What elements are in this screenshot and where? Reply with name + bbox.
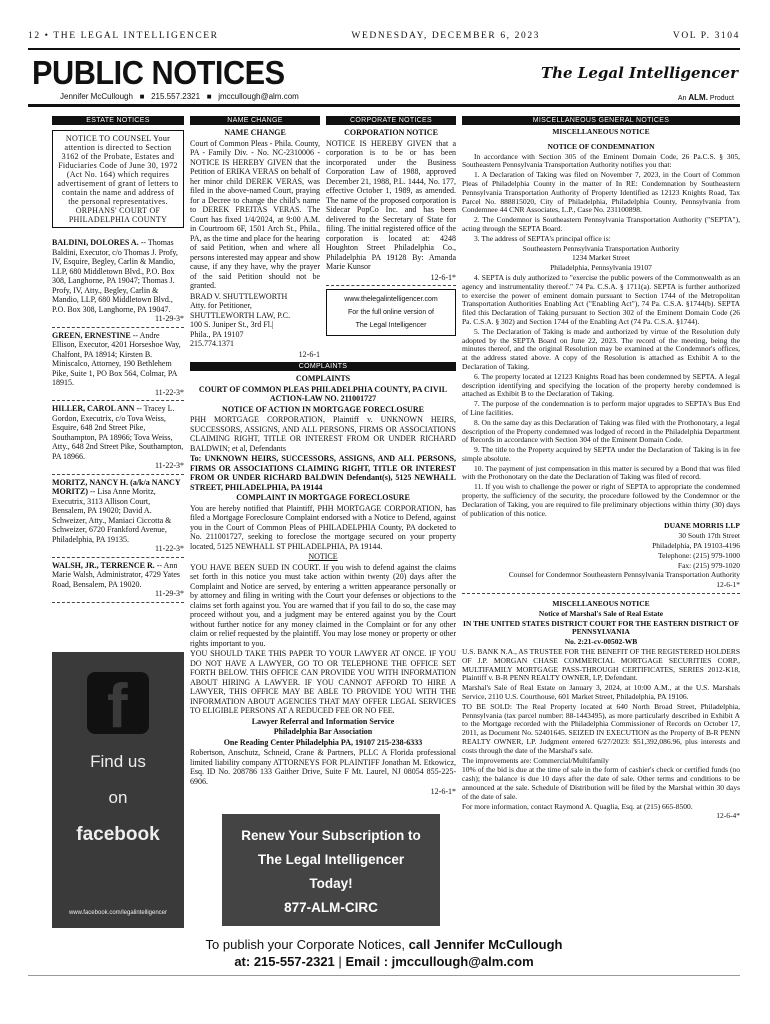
- name-change-attorney: BRAD V. SHUTTLEWORTH Atty. for Petitioner, SHUTTLEWORTH LAW, P.C. 100 S. Juniper St., 3rd Fl.| Phila., PA 19107 215.774.1371: [190, 291, 291, 348]
- bottom-rule: [28, 975, 740, 976]
- section-header-misc: MISCELLANEOUS GENERAL NOTICES: [462, 116, 740, 125]
- estate-entry: GREEN, ERNESTINE -- Andre Ellison, Executor, 4201 Horseshoe Way, Chalfont, PA 18914; Kirsten B. Miniscalco, Attorney, 190 Bethlehem Pike, Suite 1, PO Box 564, Colmar, PA 18915. 11-22-3*: [52, 330, 184, 397]
- misc-title-2: MISCELLANEOUS NOTICE: [552, 599, 650, 609]
- brand-logo: The Legal Intelligencer: [540, 64, 738, 82]
- section-header-complaints: COMPLAINTS: [190, 362, 456, 371]
- section-header-corporate: CORPORATE NOTICES: [326, 116, 456, 125]
- section-header-name-change: NAME CHANGE: [190, 116, 320, 125]
- estate-entry: BALDINI, DOLORES A. -- Thomas Baldini, Executor, c/o Thomas J. Profy, IV, Esquire, Begley, Carlin & Mandio, LLP, 680 Middletown Blvd., P.O. Box 308, Langhorne, PA 19047; Thomas J. Profy, IV, Atty., Begley, Carlin & Mandio, LLP, 680 Middletown Blvd., P.O. Box 308, Langhorne, PA 19047. 11-29-3*: [52, 238, 184, 323]
- alm-logo: ALM.: [688, 93, 708, 102]
- facebook-icon: f: [87, 672, 149, 734]
- issue-date: WEDNESDAY, DECEMBER 6, 2023: [351, 31, 541, 41]
- contact-email[interactable]: jmccullough@alm.com: [218, 92, 299, 101]
- volume: VOL P. 3104: [672, 31, 740, 41]
- web-promo-box[interactable]: www.thelegalintelligencer.com For the full online version of The Legal Intelligencer: [326, 289, 456, 336]
- divider: [462, 593, 740, 594]
- facebook-wordmark: facebook: [76, 824, 160, 845]
- corporation-title: CORPORATION NOTICE: [344, 128, 438, 137]
- corporate-column: CORPORATION NOTICE NOTICE IS HEREBY GIVEN that a corporation is to be or has been incorporated under the Business Corporation Law of 1988, approved December 21, 1988, P.L. 1444, No. 177, effective October 1, 1989, as amended. The name of the proposed corporation is Sidecar PopCo Inc. and has been delivered to the Secretary of State for filing. The initial registered office of the corporation is located at: 4248 Houghton Street Philadelphia Co., Philadelphia PA 19128 By: Amanda Marie Kunsor 12-6-1* www.thelegalintelligencer.com For the full online version of The Legal Intelligencer: [326, 128, 456, 360]
- publish-footer: To publish your Corporate Notices, call Jennifer McCullough at: 215-557-2321 | Email : jmccullough@alm.com: [205, 937, 563, 969]
- footer-email[interactable]: Email : jmccullough@alm.com: [345, 954, 534, 969]
- folio-line: [28, 31, 740, 41]
- name-change-body: Court of Common Pleas - Phila. County, PA - Family Div. - No. NC-2310006 - NOTICE IS HEREBY GIVEN that the Petition of ERIKA VERAS on behalf of her minor child DEREK VERAS, was filed in the above-named Court, praying for a Decree to change the child's name to DEREK FREITAS VERAS. The Court has fixed 1/4/2024, at 9:00 A.M. in Courtroom 6F, 1501 Arch St., Phila., PA, as the time and place for the hearing of said Petition, when and where all persons interested may appear and show cause, if any they have, why the prayer of the said Petition should not be granted.: [190, 138, 320, 290]
- estate-entry: HILLER, CAROL ANN -- Tracey L. Gordon, Executrix, c/o Tova Weiss, Esquire, 648 2nd Street Pike, Southampton, PA 18966; Tova Weiss, Atty., 648 2nd Street Pike, Southampton, PA 18966. 11-22-3*: [52, 404, 184, 470]
- subscription-ad[interactable]: Renew Your Subscription to The Legal Intelligencer Today! 877-ALM-CIRC: [222, 814, 440, 926]
- name-change-column: NAME CHANGE Court of Common Pleas - Phila. County, PA - Family Div. - No. NC-2310006 - NOTICE IS HEREBY GIVEN that the Petition of ERIKA VERAS on behalf of her minor child DEREK VERAS, was filed in the above-named Court, praying for a Decree to change the child's name to DEREK FREITAS VERAS. The Court has fixed 1/4/2024, at 9:00 A.M. in Courtroom 6F, 1501 Arch St., Phila., PA, as the time and place for the hearing of said Petition, when and where all persons interested may appear and show cause, if any they have, why the prayer of the said Petition should not be granted. BRAD V. SHUTTLEWORTH Atty. for Petitioner, SHUTTLEWORTH LAW, P.C. 100 S. Juniper St., 3rd Fl.| Phila., PA 19107 215.774.1371 12-6-1: [190, 128, 320, 359]
- divider: [52, 602, 184, 603]
- divider: [52, 400, 184, 401]
- divider: [52, 557, 184, 558]
- masthead: [28, 48, 740, 94]
- masthead-rule: [28, 104, 740, 107]
- page-title: PUBLIC NOTICES: [32, 54, 285, 91]
- subscription-phone[interactable]: 877-ALM-CIRC: [284, 900, 378, 915]
- estate-column: [52, 130, 184, 640]
- contact-line: Jennifer McCullough ■ 215.557.2321 ■ jmccullough@alm.com: [60, 92, 299, 101]
- facebook-ad[interactable]: f Find us on facebook www.facebook.com/legalintelligencer: [52, 652, 184, 928]
- complaints-heading: COMPLAINTS: [295, 374, 351, 383]
- estate-entry: MORITZ, NANCY H. (a/k/a NANCY MORITZ) -- Lisa Anne Moritz, Executrix, 3113 Allison Court, Bensalem, PA 19020; David A. Schweizer, Atty., Maniaci Ciccotta & Schweizer, 6720 Frankford Avenue, Philadelphia, PA 19135. 11-22-3*: [52, 477, 184, 553]
- section-header-estate: ESTATE NOTICES: [52, 116, 184, 125]
- misc-column: MISCELLANEOUS NOTICE NOTICE OF CONDEMNATION In accordance with Section 305 of the Eminent Domain Code, 26 Pa.C.S. § 305, Southeastern Pennsylvania Transportation Authority notifies you that: 1. A Declaration of Taking was filed on November 7, 2023, in the Court of Common Pleas of Philadelphia County in the matter of In RE: Condemnation by Southeastern Pennsylvania Transportation Authority of Property Identified as 12123 Knights Road, Tax Parcel No. 888815020, City of Philadelphia, Philadelphia County, Pennsylvania from Condemnee 44 CNR Associates, L.P., Case No. 231100898. 2. The Condemnor is Southeastern Pennsylvania Transportation Authority ("SEPTA"), acting through the SEPTA Board. 3. The address of SEPTA's principal office is: Southeastern Pennsylvania Transportation Authority 1234 Market Street Philadelphia, Pennsylvania 19107 4. SEPTA is duly authorized to "exercise the public powers of the Commonwealth as an agency and instrumentality thereof." 74 Pa. C.S.A. § 1711(a). SEPTA is further authorized to exercise the power of eminent domain pursuant to Section 1744 of the Metropolitan Transportation Authorities Enabling Act ("Enabling Act"), 74 Pa. C.S.A. §1744(b). SEPTA filed this Declaration of Taking pursuant to Section 302 of the Eminent Domain Code (26 Pa. C.S.A. § 302) and Section 1744 of the Enabling Act (74 Pa. C.S.A. §1744). 5. The Declaration of Taking is made and authorized by virtue of the Resolution duly adopted by the SEPTA Board on June 22, 2023. The record of the meeting, being the minutes thereof, and the original Resolution may be examined at the Condemnor's offices, at the address stated above. A copy of the Resolution is attached as Exhibit A to the Declaration of Taking. 6. The property located at 12123 Knights Road has been condemned by SEPTA. A legal description identifying and specifying the location of the property hereby condemned is attached as Exhibit B to the Declaration of Taking. 7. The purpose of the condemnation is to perform major upgrades to SEPTA's Bus End of Line facilities. 8. On the same day as this Declaration of Taking was filed with the Prothonotary, a legal description of the Property condemned was lodged of record in the Philadelphia Department of Records in accordance with Section 304 of the Eminent Domain Code. 9. The title to the Property acquired by SEPTA under the Declaration of Taking is in fee simple absolute. 10. The payment of just compensation in this matter is secured by a Bond that was filed with the Prothonotary on the date the Declaration of Taking was filed of record. 11. If you wish to challenge the power or right of SEPTA to appropriate the condemned property, the sufficiency of the security, the procedure followed by the Condemnor or the Declaration of Taking, you are required to file preliminary objections within thirty (30) days of publication of this notice. DUANE MORRIS LLP 30 South 17th Street Philadelphia, PA 19103-4196 Telephone: (215) 979-1000 Fax: (215) 979-1020 Counsel for Condemnor Southeastern Pennsylvania Transportation Authority 12-6-1* MISCELLANEOUS NOTICE Notice of Marshal's Sale of Real Estate IN THE UNITED STATES DISTRICT COURT FOR THE EASTERN DISTRICT OF PENNSYLVANIA No. 2:21-cv-00502-WB U.S. BANK N.A., AS TRUSTEE FOR THE BENEFIT OF THE REGISTERED HOLDERS OF J.P. MORGAN CHASE COMMERCIAL MORTGAGE SECURITIES CORP., MULTIFAMILY MORTGAGE PASS-THROUGH CERTIFICATES, SERIES 2012-K18, Plaintiff v. B-R PENN REALTY OWNER, LP, Defendant. Marshal's Sale of Real Estate on January 3, 2024, at 10:00 A.M., at the U.S. Marshals Service, 2110 U.S. Courthouse, 601 Market Street, Philadelphia, PA 19106. TO BE SOLD: The Real Property located at 640 North Broad Street, Philadelphia, Pennsylvania (tax parcel number: 88-1443495), as more particularly described in Exhibit A to the Mortgage recorded with the Philadelphia Commissioner of Records on October 17, 2011, as Document No. 52401645. SEIZED IN EXECUTION as the Property of B-R PENN REALTY OWNER, LP. Judgment entered 6/27/2023: $51,392,086.96, plus interests and costs through the date of the Marshal's sale. The improvements are: Commercial/Multifamily 10% of the bid is due at the time of sale in the form of cashier's check or certified funds (no cash); the balance is due 10 days after the date of sale. Other terms and conditions to be announced at the sale. Schedule of Distribution will be filed by the Marshal within 30 days of the date of sale. For more information, contact Raymond A. Quaglia, Esq. at (215) 665-8500. 12-6-4*: [462, 128, 740, 821]
- divider: [52, 474, 184, 475]
- footer-phone[interactable]: at: 215-557-2321: [234, 954, 335, 969]
- complaints-column: COMPLAINTS COURT OF COMMON PLEAS PHILADELPHIA COUNTY, PA CIVIL ACTION-LAW NO. 211001727 NOTICE OF ACTION IN MORTGAGE FORECLOSURE PHH MORTGAGE CORPORATION, Plaintiff v. UNKNOWN HEIRS, SUCCESSORS, ASSIGNS, AND ALL PERSONS, FIRMS OR ASSOCIATIONS CLAIMING RIGHT, TITLE OR INTEREST FROM OR UNDER RICHARD BALDWIN; et al, Defendants To: UNKNOWN HEIRS, SUCCESSORS, ASSIGNS, AND ALL PERSONS, FIRMS OR ASSOCIATIONS CLAIMING RIGHT, TITLE OR INTEREST FROM OR UNDER RICHARD BALDWIN Defendant(s), 5125 NEWHALL STREET, PHILADELPHIA, PA 19144 COMPLAINT IN MORTGAGE FORECLOSURE You are hereby notified that Plaintiff, PHH MORTGAGE CORPORATION, has filed a Mortgage Foreclosure Complaint endorsed with a Notice to Defend, against you in the Court of Common Pleas of PHILADELPHIA County, PA docketed to No. 211001727, seeking to foreclose the mortgage secured on your property located, 5125 NEWHALL ST PHILADELPHIA, PA 19144. NOTICE YOU HAVE BEEN SUED IN COURT. If you wish to defend against the claims set forth in this notice you must take action within twenty (20) days after the Complaint and Notice are served, by entering a written appearance personally or by attorney and filing in writing with the Court your defenses or objections to the claims set forth against you. You are warned that if you fail to do so, the case may proceed without you, and a judgment may be entered against you by the Court without further notice for any money claimed in the Complaint or for any other claim or relief requested by the plaintiff. You may lose money or property or other rights important to you. YOU SHOULD TAKE THIS PAPER TO YOUR LAWYER AT ONCE. IF YOU DO NOT HAVE A LAWYER, GO TO OR TELEPHONE THE OFFICE SET FORTH BELOW. THIS OFFICE CAN PROVIDE YOU WITH INFORMATION ABOUT HIRING A LAWYER. IF YOU CANNOT AFFORD TO HIRE A LAWYER, THIS OFFICE MAY BE ABLE TO PROVIDE YOU WITH THE INFORMATION ABOUT AGENCIES THAT MAY OFFER LEGAL SERVICES TO ELIGIBLE PERSONS AT A REDUCED FEE OR NO FEE. Lawyer Referral and Information Service Philadelphia Bar Association One Reading Center Philadelphia PA, 19107 215-238-6333 Robertson, Anschutz, Schneid, Crane & Partners, PLLC A Florida professional limited liability company ATTORNEYS FOR PLAINTIFF Jonathan M. Etkowicz, Esq. ID No. 208786 133 Gaither Drive, Suite F Mt. Laurel, NJ 08054 855-225-6906. 12-6-1*: [190, 374, 456, 796]
- page-section: 12 • THE LEGAL INTELLIGENCER: [28, 31, 219, 41]
- divider: [52, 327, 184, 328]
- contact-name: Jennifer McCullough: [60, 92, 133, 101]
- contact-phone: 215.557.2321: [151, 92, 201, 101]
- corporation-body: NOTICE IS HEREBY GIVEN that a corporation is to be or has been incorporated under the Business Corporation Law of 1988, approved December 21, 1988, P.L. 1444, No. 177, effective October 1, 1989, as amended. The name of the proposed corporation is Sidecar PopCo Inc. and has been delivered to the Secretary of State for filing. The initial registered office of the corporation is located at: 4248 Houghton Street Philadelphia Co., Philadelphia PA 19128 By: Amanda Marie Kunsor: [326, 138, 456, 271]
- name-change-title: NAME CHANGE: [224, 128, 286, 137]
- estate-entry: WALSH, JR., TERRENCE R. -- Ann Marie Walsh, Administrator, 4729 Yates Road, Bensalem, PA 19020. 11-29-3*: [52, 560, 184, 598]
- notice-to-counsel: NOTICE TO COUNSEL Your attention is directed to Section 3162 of the Probate, Estates and Fiduciaries Code of June 30, 1972 (Act No. 164) which requires advertisement of grant of letters to contain the name and address of the personal representatives. ORPHANS' COURT OF PHILADELPHIA COUNTY: [52, 130, 184, 228]
- facebook-url[interactable]: www.facebook.com/legalintelligencer: [68, 910, 168, 916]
- alm-product: An ALM. Product: [677, 93, 734, 102]
- misc-title: MISCELLANEOUS NOTICE: [552, 128, 650, 136]
